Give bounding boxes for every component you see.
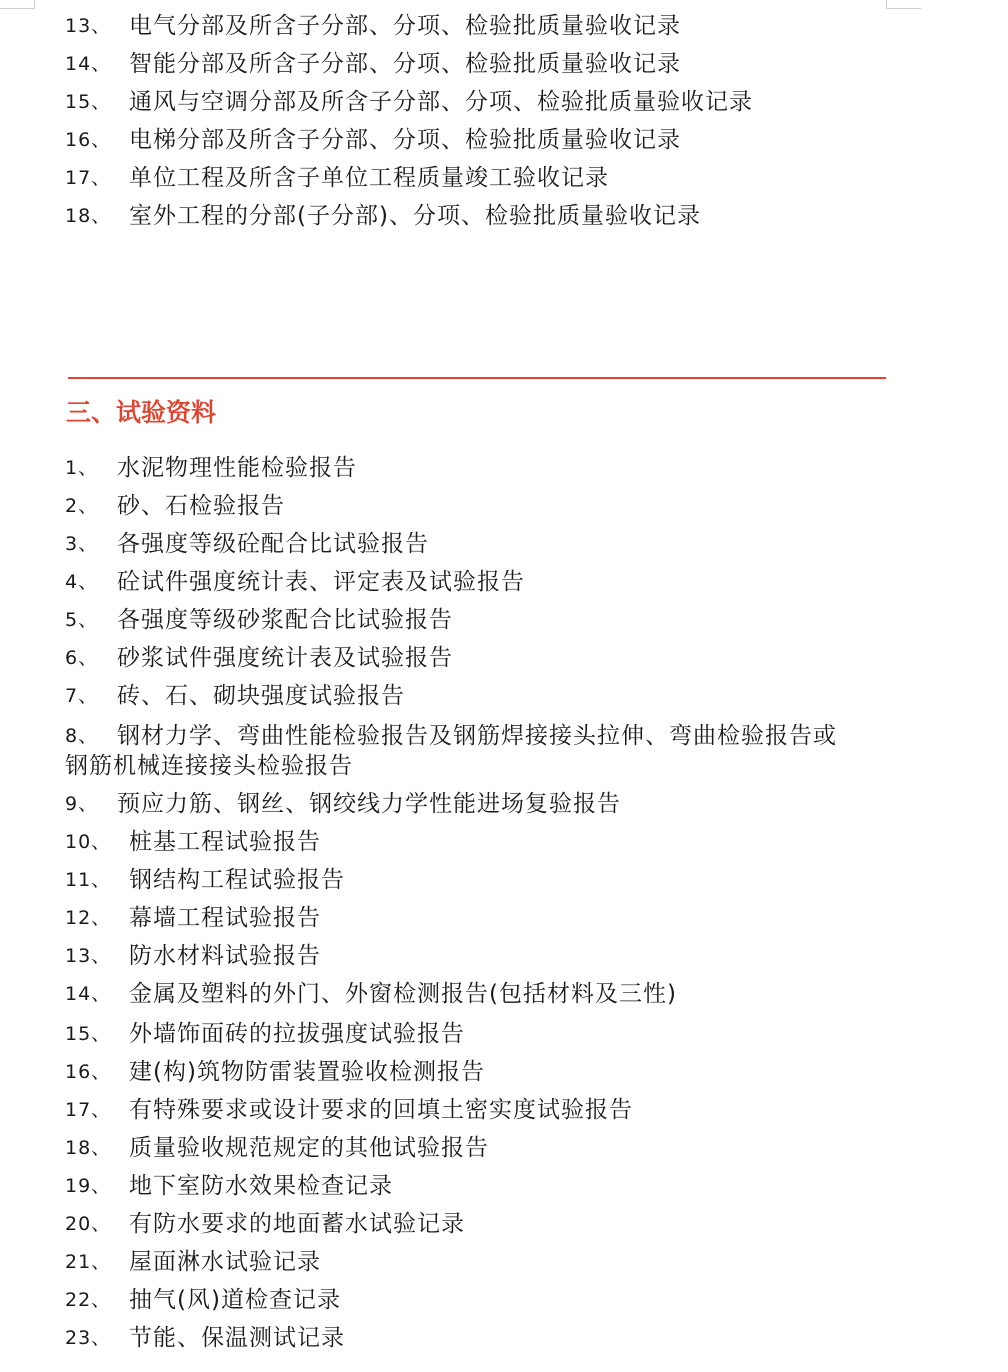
list-item (0, 681, 1008, 711)
item-text: 质量验收规范规定的其他试验报告 (129, 1135, 489, 1161)
list-item (0, 1247, 1008, 1277)
item-number: 8、 (65, 725, 99, 747)
item-text: 单位工程及所含子单位工程质量竣工验收记录 (129, 165, 609, 191)
list-item (0, 1019, 1008, 1049)
item-text: 预应力筋、钢丝、钢绞线力学性能进场复验报告 (117, 791, 621, 817)
item-number: 16、 (65, 1061, 112, 1083)
item-text: 电气分部及所含子分部、分项、检验批质量验收记录 (129, 13, 681, 39)
item-text: 幕墙工程试验报告 (129, 905, 321, 931)
list-item (0, 87, 1008, 117)
item-number: 20、 (65, 1213, 112, 1235)
item-text: 有防水要求的地面蓄水试验记录 (129, 1211, 465, 1237)
list-item (0, 1171, 1008, 1201)
page-corner-mark-left (0, 0, 35, 9)
item-text: 抽气(风)道检查记录 (129, 1287, 341, 1313)
list-item (0, 865, 1008, 895)
list-item (0, 49, 1008, 79)
item-text: 砂、石检验报告 (117, 493, 285, 519)
list-item (0, 1133, 1008, 1163)
item-text: 外墙饰面砖的拉拔强度试验报告 (129, 1021, 465, 1047)
item-number: 15、 (65, 91, 112, 113)
item-text: 各强度等级砼配合比试验报告 (117, 531, 429, 557)
item-number: 4、 (65, 571, 99, 593)
item-number: 18、 (65, 205, 112, 227)
list-item (0, 1095, 1008, 1125)
item-text: 钢结构工程试验报告 (129, 867, 345, 893)
item-text: 砼试件强度统计表、评定表及试验报告 (117, 569, 525, 595)
item-number: 7、 (65, 685, 99, 707)
list-item (0, 529, 1008, 559)
item-number: 13、 (65, 945, 112, 967)
list-item (0, 979, 1008, 1009)
item-text: 砂浆试件强度统计表及试验报告 (117, 645, 453, 671)
list-item (0, 453, 1008, 483)
list-item (0, 643, 1008, 673)
item-number: 2、 (65, 495, 99, 517)
item-text: 室外工程的分部(子分部)、分项、检验批质量验收记录 (129, 203, 701, 229)
item-number: 14、 (65, 53, 112, 75)
list-item (0, 1057, 1008, 1087)
list-item (0, 903, 1008, 933)
item-number: 10、 (65, 831, 112, 853)
item-text: 砖、石、砌块强度试验报告 (117, 683, 405, 709)
list-item (0, 789, 1008, 819)
item-number: 19、 (65, 1175, 112, 1197)
item-number: 11、 (65, 869, 112, 891)
item-number: 12、 (65, 907, 112, 929)
item-text: 各强度等级砂浆配合比试验报告 (117, 607, 453, 633)
item-number: 9、 (65, 793, 99, 815)
item-text: 屋面淋水试验记录 (129, 1249, 321, 1275)
list-item (0, 605, 1008, 635)
item-text: 金属及塑料的外门、外窗检测报告(包括材料及三性) (129, 981, 677, 1007)
item-number: 3、 (65, 533, 99, 555)
item-text: 地下室防水效果检查记录 (129, 1173, 393, 1199)
item-text: 节能、保温测试记录 (129, 1325, 345, 1351)
list-item (0, 567, 1008, 597)
item-number: 22、 (65, 1289, 112, 1311)
item-number: 17、 (65, 167, 112, 189)
item-text-line-1: 钢材力学、弯曲性能检验报告及钢筋焊接接头拉伸、弯曲检验报告或 (117, 723, 837, 749)
item-text: 水泥物理性能检验报告 (117, 455, 357, 481)
item-number: 17、 (65, 1099, 112, 1121)
list-item (0, 721, 1008, 781)
list-item (0, 125, 1008, 155)
item-text-line-2: 钢筋机械连接接头检验报告 (65, 753, 353, 779)
item-text: 通风与空调分部及所含子分部、分项、检验批质量验收记录 (129, 89, 753, 115)
page-corner-mark-right (886, 0, 921, 9)
list-item (0, 1323, 1008, 1353)
list-item (0, 1285, 1008, 1315)
item-number: 23、 (65, 1327, 112, 1349)
list-item (0, 827, 1008, 857)
section-heading: 三、试验资料 (66, 398, 217, 427)
item-number: 14、 (65, 983, 112, 1005)
item-number: 1、 (65, 457, 99, 479)
list-item (0, 163, 1008, 193)
item-text: 智能分部及所含子分部、分项、检验批质量验收记录 (129, 51, 681, 77)
item-number: 15、 (65, 1023, 112, 1045)
item-text: 桩基工程试验报告 (129, 829, 321, 855)
item-number: 21、 (65, 1251, 112, 1273)
section-divider (68, 377, 886, 379)
item-number: 16、 (65, 129, 112, 151)
item-number: 5、 (65, 609, 99, 631)
item-text: 建(构)筑物防雷装置验收检测报告 (129, 1059, 485, 1085)
list-item (0, 201, 1008, 231)
list-item (0, 941, 1008, 971)
item-number: 6、 (65, 647, 99, 669)
item-text: 防水材料试验报告 (129, 943, 321, 969)
item-number: 18、 (65, 1137, 112, 1159)
item-text: 有特殊要求或设计要求的回填土密实度试验报告 (129, 1097, 633, 1123)
item-number: 13、 (65, 15, 112, 37)
item-text: 电梯分部及所含子分部、分项、检验批质量验收记录 (129, 127, 681, 153)
list-item (0, 11, 1008, 41)
list-item (0, 1209, 1008, 1239)
list-item (0, 491, 1008, 521)
